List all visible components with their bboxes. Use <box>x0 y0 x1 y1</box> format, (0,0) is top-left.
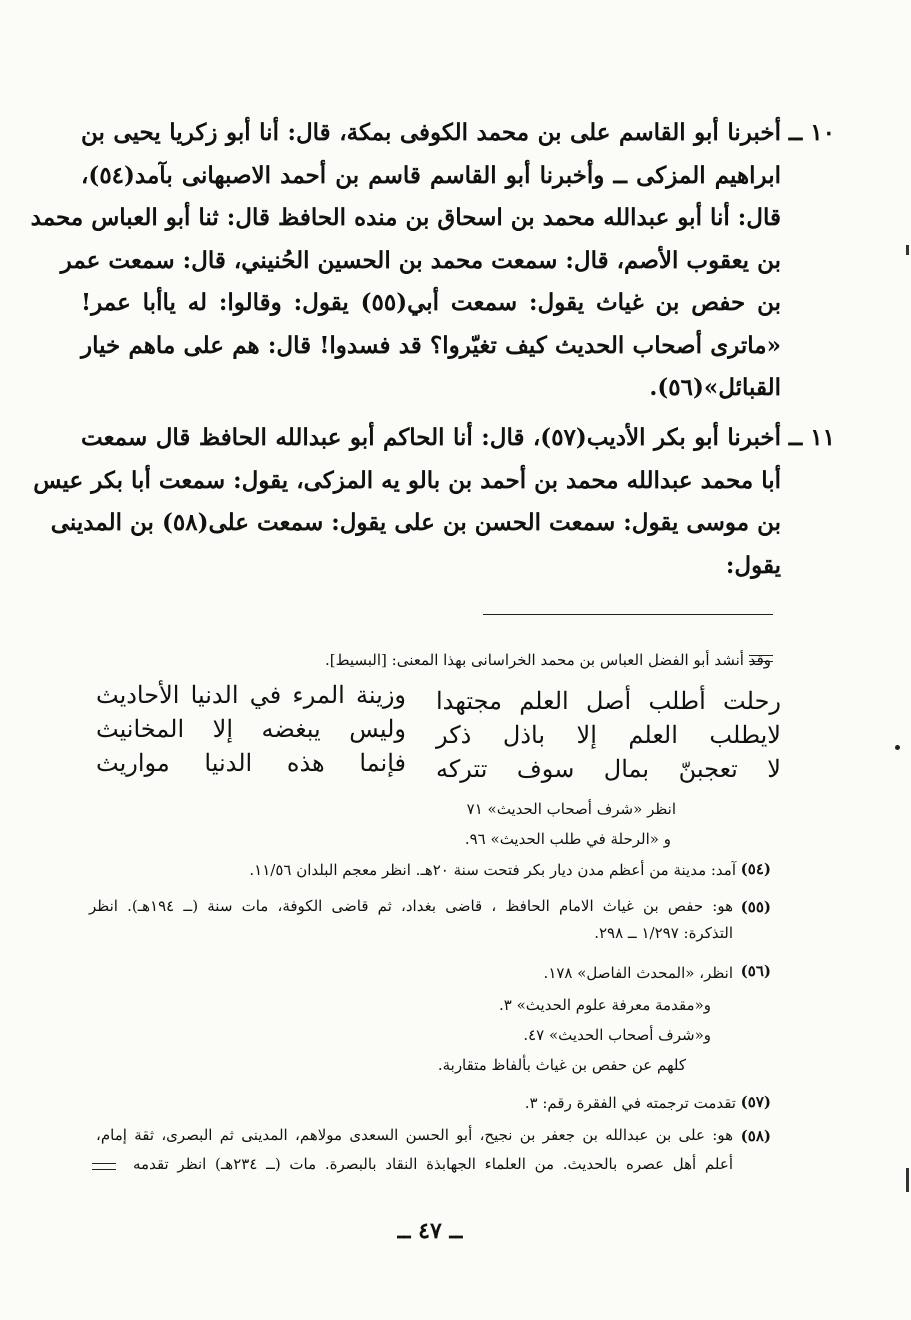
paragraph-number: ١١ ــ <box>788 424 835 451</box>
footnote-58 <box>96 1122 733 1149</box>
note-reference: انظر «شرف أصحاب الحديث» ٧١ <box>466 800 676 818</box>
footnote-number: (٥٨) <box>740 1127 771 1145</box>
paragraph-line: بن حفص بن غياث يقول: سمعت أبي(٥٥) يقول: وقالوا: له ياأبا عمر! <box>81 289 781 316</box>
footnote-line: هو: حفص بن غياث الامام الحافظ ، قاضى بغداد، ثم قاضى الكوفة، مات سنة (ــ ١٩٤هـ). انظر <box>89 897 733 915</box>
footnote-line: هو: على بن عبدالله بن جعفر بن نجيح، أبو الحسن السعدى مولاهم، المدينى ثم البصرى، ثقة إمام، <box>96 1126 733 1144</box>
poem-first-hemistichs <box>436 684 781 786</box>
footnote-line: تقدمت ترجمته في الفقرة رقم: ٣. <box>524 1094 736 1112</box>
poem-verse: وزينة المرء في الدنيا الأحاديث <box>96 681 406 709</box>
footnote-number: (٥٤) <box>740 860 771 878</box>
footnote-54 <box>131 857 736 884</box>
footnote-line: انظر، «المحدث الفاصل» ١٧٨. <box>543 964 733 982</box>
footnote-57 <box>131 1090 736 1117</box>
footnote-58-continued <box>133 1151 733 1178</box>
paragraph-line: بن موسى يقول: سمعت الحسن بن على يقول: سمعت على(٥٨) بن المدينى <box>50 509 781 536</box>
scan-speck <box>895 745 900 750</box>
note-intro: وقد أنشد أبو الفضل العباس بن محمد الخراسانى بهذا المعنى: [البسيط]. <box>324 651 771 669</box>
paragraph-line: أخبرنا أبو بكر الأديب(٥٧)، قال: أنا الحاكم أبو عبدالله الحافظ قال سمعت <box>81 424 781 451</box>
poem-verse: فإنما هذه الدنيا مواريث <box>96 749 406 777</box>
footnote-number: (٥٦) <box>740 962 771 980</box>
paragraph-10 <box>30 112 835 410</box>
poem-verse: لا تعجبنّ بمال سوف تتركه <box>436 755 781 783</box>
scan-edge-mark <box>906 1168 909 1192</box>
paragraph-line: القبائل»(٥٦). <box>649 374 781 401</box>
paragraph-line: أخبرنا أبو القاسم على بن محمد الكوفى بمكة، قال: أنا أبو زكريا يحيى بن <box>81 119 781 146</box>
poem-verse: وليس يبغضه إلا المخانيث <box>96 715 406 743</box>
poem-verse: لايطلب العلم إلا باذل ذكر <box>436 721 781 749</box>
paragraph-line: أبا محمد عبدالله محمد بن أحمد بن بالو يه المزكى، يقول: سمعت أبا بكر عيس <box>33 466 781 494</box>
paragraph-number: ١٠ ــ <box>788 119 835 146</box>
paragraph-line: بن يعقوب الأصم، قال: سمعت محمد بن الحسين الحُنيني، قال: سمعت عمر <box>60 246 781 274</box>
footnote-number: (٥٥) <box>740 898 771 916</box>
page-number: ــ ٤٧ ــ <box>397 1218 463 1244</box>
paragraph-line: «ماترى أصحاب الحديث كيف تغيّروا؟ قد فسدوا! قال: هم على ماهم خيار <box>81 331 781 359</box>
continuation-mark <box>92 1163 116 1170</box>
footnote-line: كلهم عن حفص بن غياث بألفاظ متقاربة. <box>437 1056 686 1074</box>
poem-second-hemistichs <box>96 678 406 780</box>
note-reference: و «الرحلة في طلب الحديث» ٩٦. <box>464 830 671 848</box>
footnote-line: آمد: مدينة من أعظم مدن ديار بكر فتحت سنة ٢٠هـ. انظر معجم البلدان ١١/٥٦. <box>249 861 736 879</box>
paragraph-line: قال: أنا أبو عبدالله محمد بن اسحاق بن منده الحافظ قال: ثنا أبو العباس محمد <box>30 204 781 231</box>
footnote-number: (٥٧) <box>740 1093 771 1111</box>
poem-verse: رحلت أطلب أصل العلم مجتهدا <box>436 687 781 715</box>
paragraph-line: ابراهيم المزكى ــ وأخبرنا أبو القاسم قاسم بن أحمد الاصبهانى بآمد(٥٤)، <box>81 161 781 189</box>
paragraph-line: يقول: <box>725 551 781 579</box>
footnote-55 <box>89 893 733 947</box>
scan-edge-mark <box>906 245 909 255</box>
footnote-line: و«شرف أصحاب الحديث» ٤٧. <box>523 1026 711 1044</box>
footnote-line: أعلم أهل عصره بالحديث. من العلماء الجهابذة النقاد بالبصرة. مات (ــ ٢٣٤هـ) انظر تقدمه <box>133 1155 733 1173</box>
footnote-separator <box>483 614 773 615</box>
paragraph-11 <box>33 417 835 587</box>
footnote-line: و«مقدمة معرفة علوم الحديث» ٣. <box>499 996 711 1014</box>
footnote-line: التذكرة: ١/٢٩٧ ــ ٢٩٨. <box>594 924 733 942</box>
